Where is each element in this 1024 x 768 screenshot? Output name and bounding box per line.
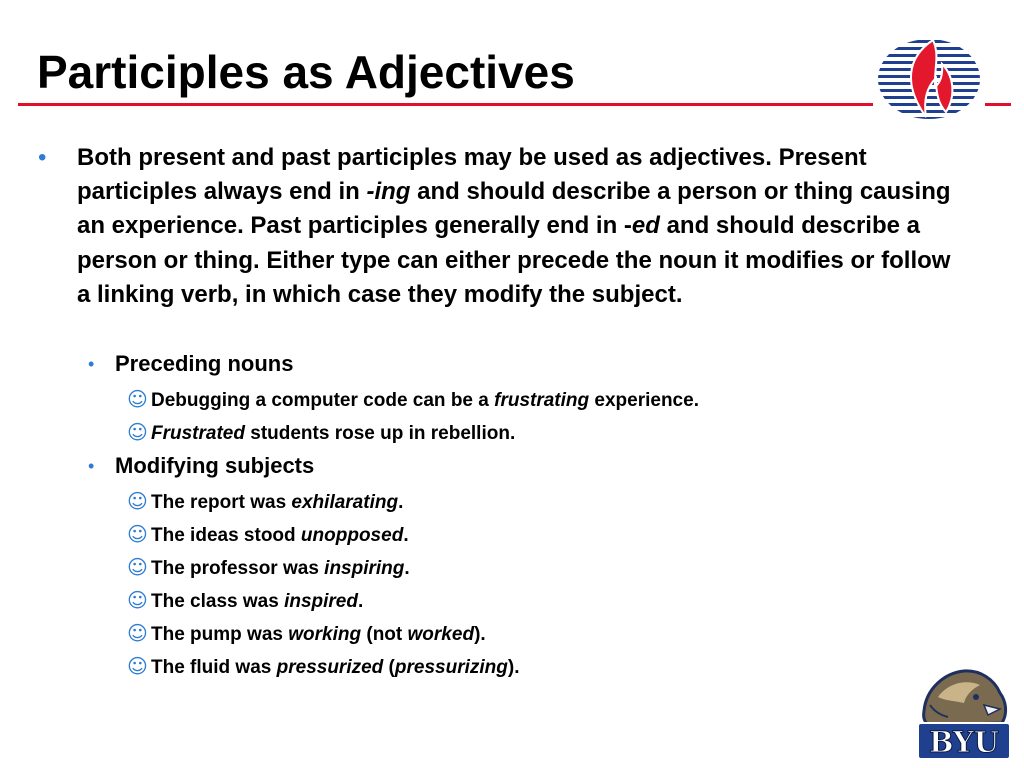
smiley-icon: ☺ <box>127 588 148 612</box>
bullet-marker: • <box>88 456 95 476</box>
text-run: . <box>403 525 409 546</box>
subbullet-label: Modifying subjects <box>115 453 315 478</box>
emphasis: exhilarating <box>291 492 399 513</box>
emphasis: pressurized <box>276 657 384 678</box>
text-run: . <box>398 492 404 513</box>
emphasis: Frustrated <box>151 423 245 444</box>
text-run: The report was <box>151 492 292 513</box>
bullet-main-text <box>77 141 968 312</box>
emphasis: unopposed <box>300 525 404 546</box>
byu-logo-text: BYU <box>929 725 999 759</box>
smiley-icon: ☺ <box>127 420 148 444</box>
text-run: The class was <box>151 591 285 612</box>
text-run: (not <box>361 624 408 645</box>
smiley-icon: ☺ <box>127 555 148 579</box>
example-item <box>127 386 699 414</box>
text-run: The fluid was <box>151 657 277 678</box>
bullet-marker: • <box>88 354 95 374</box>
title-underline-right <box>985 103 1011 106</box>
smiley-icon: ☺ <box>127 489 148 513</box>
smiley-icon: ☺ <box>127 621 148 645</box>
text-run: ). <box>507 657 520 678</box>
text-run: and should describe a person or thing causing an experience. Past participles generally end in <box>77 178 951 240</box>
text-run: - <box>623 212 632 240</box>
flame-logo <box>876 38 982 120</box>
text-run: . <box>357 591 364 612</box>
subbullet-preceding-nouns <box>88 349 293 379</box>
smiley-icon: ☺ <box>127 522 148 546</box>
text-run: and should describe a person or thing. Either type can either precede the noun it modifies or follow a linking verb, in which case they modify the subject. <box>77 212 951 308</box>
emphasis: frustrating <box>494 390 590 411</box>
emphasis: -ing <box>366 178 411 206</box>
example-item <box>127 620 486 648</box>
smiley-icon: ☺ <box>127 387 148 411</box>
example-item <box>127 521 409 549</box>
text-run: students rose up in rebellion. <box>244 423 516 444</box>
text-run: The pump was <box>151 624 289 645</box>
example-item <box>127 653 519 681</box>
text-run: ( <box>383 657 395 678</box>
example-item <box>127 488 403 516</box>
text-run: The professor was <box>151 558 325 579</box>
example-item <box>127 587 363 615</box>
slide-title: Participles as Adjectives <box>37 46 575 98</box>
text-run: The ideas stood <box>151 525 301 546</box>
emphasis: inspiring <box>324 558 405 579</box>
text-run: Debugging a computer code can be a <box>151 390 495 411</box>
bullet-marker: • <box>38 144 47 171</box>
title-underline <box>18 103 873 106</box>
emphasis: worked <box>407 624 475 645</box>
text-run: experience. <box>589 390 699 411</box>
emphasis: pressurizing <box>394 657 508 678</box>
text-run: ). <box>474 624 486 645</box>
subbullet-label: Preceding nouns <box>115 351 294 376</box>
smiley-icon: ☺ <box>127 654 148 678</box>
example-item <box>127 419 515 447</box>
example-item <box>127 554 410 582</box>
subbullet-modifying-subjects <box>88 451 314 481</box>
emphasis: inspired <box>284 591 358 612</box>
text-run: . <box>404 558 410 579</box>
bullet-main <box>38 141 968 312</box>
text-run: Both present and past participles may be used as adjectives. Present participles always end in <box>77 144 867 206</box>
emphasis: working <box>288 624 362 645</box>
byu-cougar-logo <box>914 661 1014 763</box>
emphasis: ed <box>631 212 660 240</box>
